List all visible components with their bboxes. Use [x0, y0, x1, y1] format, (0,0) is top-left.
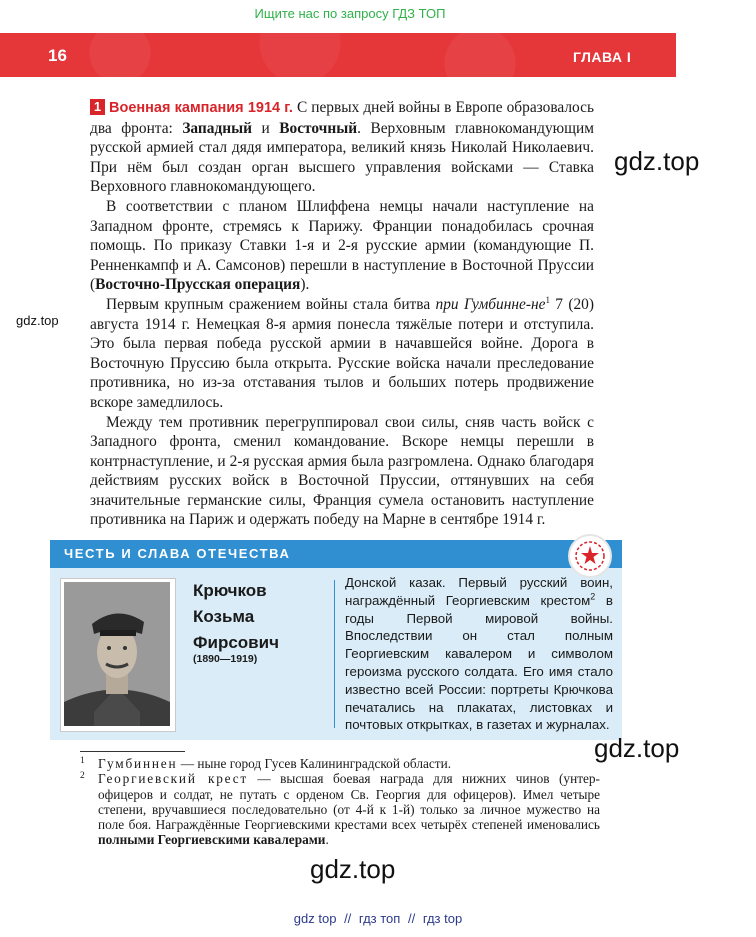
footnote-1	[80, 756, 600, 771]
link-separator: //	[344, 911, 352, 926]
text-run: Первым крупным сражением войны стала битва	[106, 295, 436, 313]
text-run: — ныне город Гусев Калининградской области.	[177, 756, 452, 771]
paragraph-2	[90, 197, 594, 295]
laurel-medal-icon	[568, 534, 612, 578]
footnote-mark: 2	[80, 771, 85, 782]
hero-surname: Крючков	[193, 581, 267, 600]
footnote-mark: 1	[80, 756, 85, 766]
link-separator: //	[407, 911, 416, 926]
paragraph-1	[90, 98, 594, 197]
footnotes	[80, 756, 600, 848]
term-full-cavaliers: полными Георгиевскими кавалерами	[98, 832, 326, 848]
term-gumbinnen: при Гумбинне-не	[435, 295, 546, 313]
bottom-link[interactable]: гдз top	[422, 911, 463, 926]
top-search-hint[interactable]: Ищите нас по запросу ГДЗ ТОП	[254, 6, 446, 21]
text-run: в годы Первой мировой войны. Впоследствии он стал полным Георгиевским кавалером и символом героизма русского солдата. Его имя стало известно всей России: портреты Крючкова печатались на плакатах, листовках и почтовых открытках, в газетах и журналах.	[345, 592, 613, 733]
text-run: Донской казак. Первый русский воин, награждённый Георгиевским крестом	[345, 575, 613, 608]
bottom-link[interactable]: gdz top	[293, 911, 337, 926]
text-run: С первых дней войны в Европе образовалось два фронта:	[90, 99, 594, 137]
footnote-ref-2[interactable]: 2	[590, 591, 596, 602]
portrait-photo	[64, 582, 170, 726]
text-run: .	[325, 832, 329, 848]
footnote-ref-1[interactable]: 1	[545, 294, 550, 305]
footnote-separator	[80, 751, 185, 752]
hero-years: (1890—1919)	[193, 653, 258, 665]
section-title: Военная кампания 1914 г.	[109, 100, 293, 116]
paragraph-4: Между тем противник перегруппировал свои силы, сняв часть войск с Западного фронта, сменил командование. Вскоре немцы перешли в контрнаступление, и 2-я русская армия была разгромлена. Однако благодаря действиям русских войск в Восточной Пруссии, оттянувших на себя значительные германские силы, Франция сумела остановить наступление противника на Париж и одержать победу на Марне в сентябре 1914 г.	[90, 413, 594, 529]
honor-title: ЧЕСТЬ И СЛАВА ОТЕЧЕСТВА	[64, 546, 291, 561]
watermark: gdz.top	[614, 146, 700, 176]
paragraph-3	[90, 295, 594, 413]
section-number-badge: 1	[90, 99, 105, 115]
chapter-label: ГЛАВА I	[573, 49, 632, 65]
bottom-link[interactable]: гдз топ	[358, 911, 401, 926]
term-western-front: Западный	[182, 119, 253, 137]
text-run: и	[252, 119, 280, 137]
text-run: . Верховным главнокомандующим русской армией стал дядя императора, великий князь Николай Николаевич. При нём был создан орган высшего управления войсками — Ставка Верховного главнокомандующего.	[90, 119, 594, 196]
term-operation: Восточно-Прусская операция	[95, 276, 301, 294]
text-run: В соответствии с планом Шлиффена немцы начали наступление на Западном фронте, стремясь к Парижу. Франции понадобилась срочная помощь. По приказу Ставки 1-я и 2-я русские армии (командующие П. Ренненкампф и А. Самсонов) перешли в наступление в Восточной Пруссии (	[90, 197, 594, 294]
footnote-term: Гумбиннен	[98, 756, 178, 771]
hero-description	[345, 574, 613, 734]
section-body	[90, 98, 594, 530]
text-run: ).	[300, 276, 310, 294]
footnote-2	[80, 771, 600, 847]
hero-first-name: Козьма	[193, 607, 255, 626]
hero-name	[193, 578, 279, 656]
text-run: — высшая боевая награда для нижних чинов (унтер-офицеров и солдат, не путать с орденом Св. Георгия для офицеров). Имел четыре степени, вручавшиеся последовательно (от 4-й к 1-й) только за личное мужество на поле боя. Награждённые Георгиевскими крестами всех четырёх степеней именовались	[98, 771, 600, 833]
footnote-term: Георгиевский крест	[98, 771, 249, 787]
watermark: gdz.top	[594, 733, 680, 763]
hero-patronymic: Фирсович	[193, 633, 279, 652]
watermark: gdz.top	[16, 313, 59, 328]
watermark: gdz.top	[310, 854, 396, 884]
honor-divider	[334, 580, 335, 728]
bottom-links	[0, 911, 756, 926]
page-number: 16	[48, 46, 67, 65]
text-run: 7 (20) августа 1914 г. Немецкая 8-я армия понесла тяжёлые потери и отступила. Это была первая победа русской армии в начавшейся войне. Дорога в Восточную Пруссию была открыта. Русские войска начали преследование противника, но из-за отставания тылов и больших потерь продвижение вскоре замедлилось.	[90, 295, 594, 411]
term-eastern-front: Восточный	[279, 119, 358, 137]
